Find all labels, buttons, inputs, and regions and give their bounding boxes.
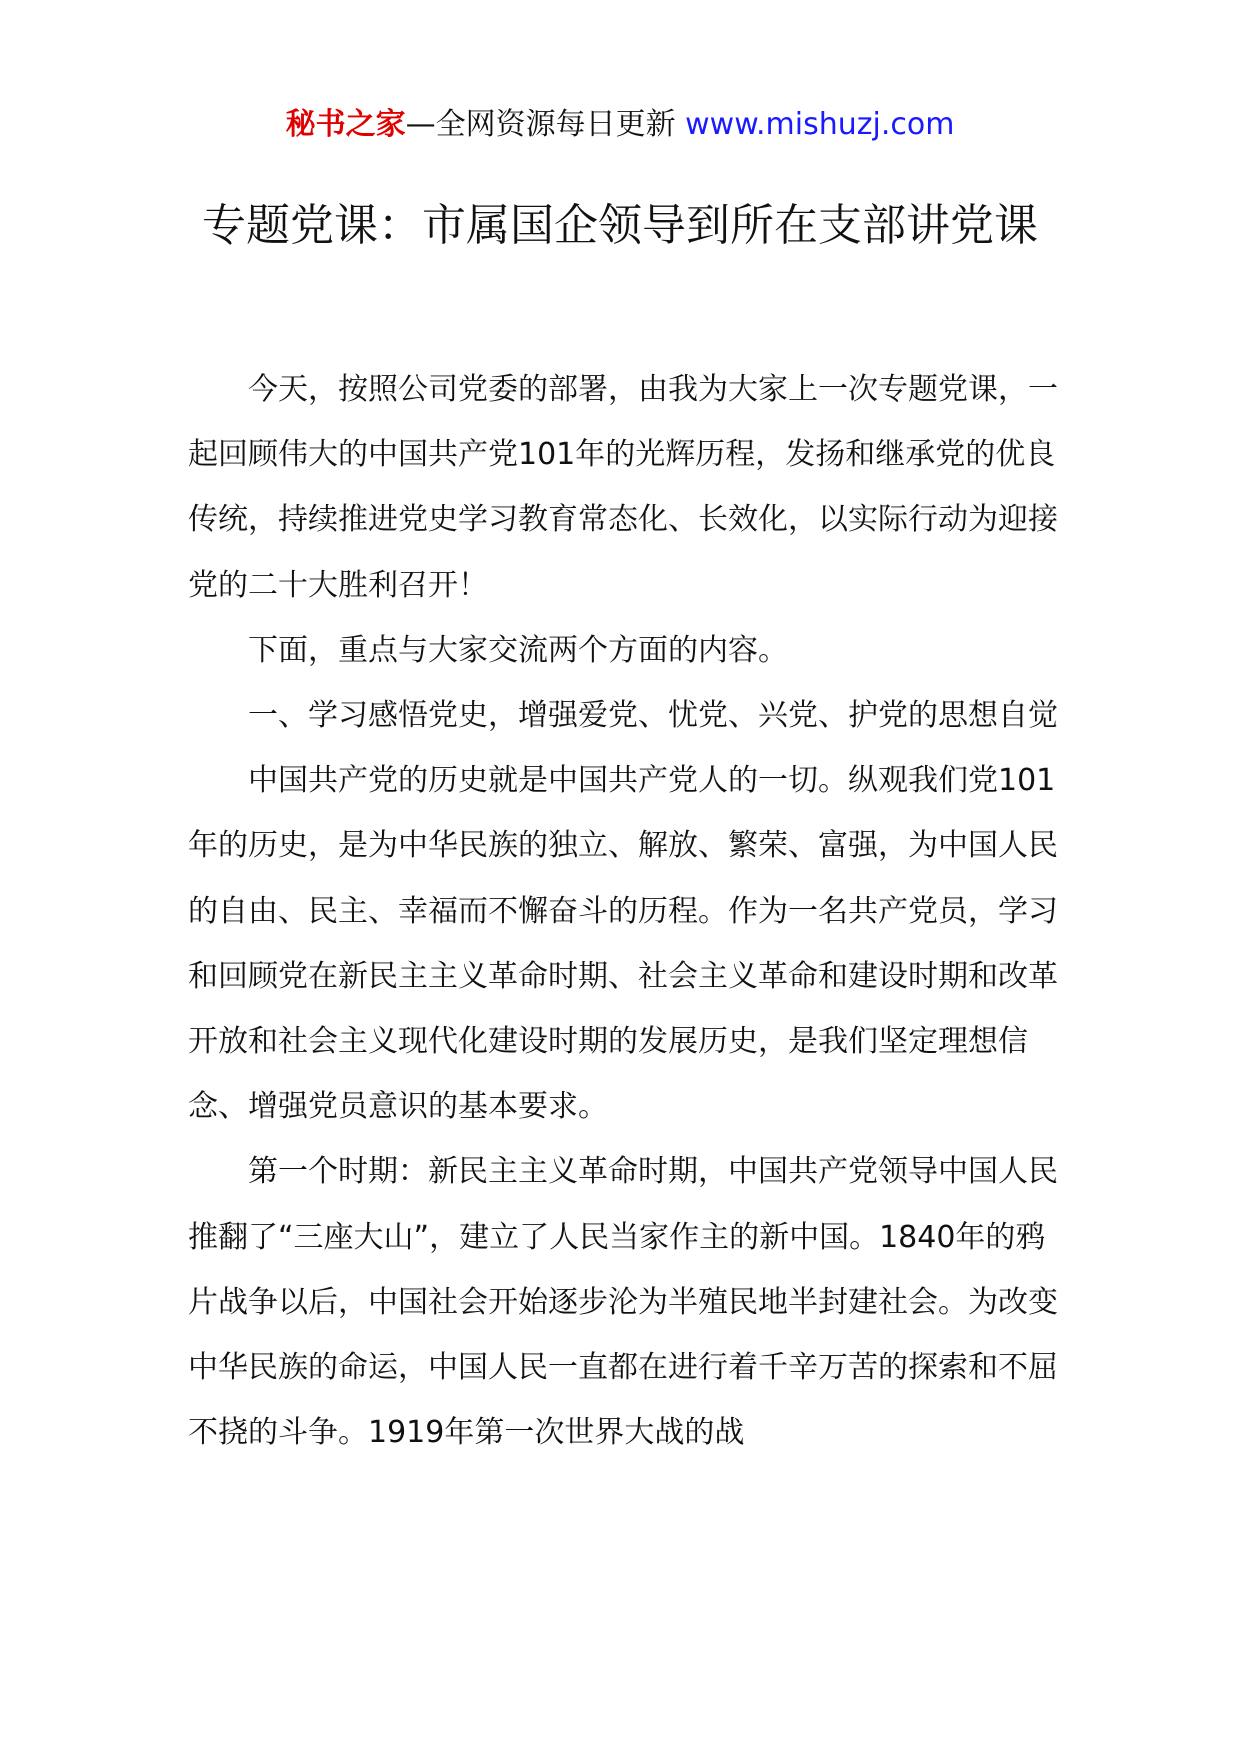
header-brand: 秘书之家: [285, 107, 406, 142]
header-url-link[interactable]: www.mishuzj.com: [685, 107, 955, 142]
paragraph-first-period: 第一个时期：新民主主义革命时期，中国共产党领导中国人民推翻了“三座大山”，建立了人民当家作主的新中国。1840年的鸦片战争以后，中国社会开始逐步沦为半殖民地半封建社会。为改变中华民族的命运，中国人民一直都在进行着千辛万苦的探索和不屈不挠的斗争。1919年第一次世界大战的战: [188, 1154, 1058, 1451]
header-tagline: —全网资源每日更新: [405, 107, 686, 142]
section-heading-one: 一、学习感悟党史，增强爱党、忧党、兴党、护党的思想自觉: [248, 698, 1058, 734]
paragraph-intro: 今天，按照公司党委的部署，由我为大家上一次专题党课，一起回顾伟大的中国共产党101年的光辉历程，发扬和继承党的优良传统，持续推进党史学习教育常态化、长效化，以实际行动为迎接党的二十大胜利召开！: [188, 372, 1058, 603]
paragraph-outline: 下面，重点与大家交流两个方面的内容。: [248, 632, 788, 668]
page-header: [0, 100, 1240, 150]
document-title: 专题党课：市属国企领导到所在支部讲党课: [202, 200, 1038, 251]
paragraph-history: 中国共产党的历史就是中国共产党人的一切。纵观我们党101年的历史，是为中华民族的独立、解放、繁荣、富强，为中国人民的自由、民主、幸福而不懈奋斗的历程。作为一名共产党员，学习和回顾党在新民主主义革命时期、社会主义革命和建设时期和改革开放和社会主义现代化建设时期的发展历史，是我们坚定理想信念、增强党员意识的基本要求。: [188, 763, 1058, 1125]
document-body: [188, 357, 1068, 1465]
